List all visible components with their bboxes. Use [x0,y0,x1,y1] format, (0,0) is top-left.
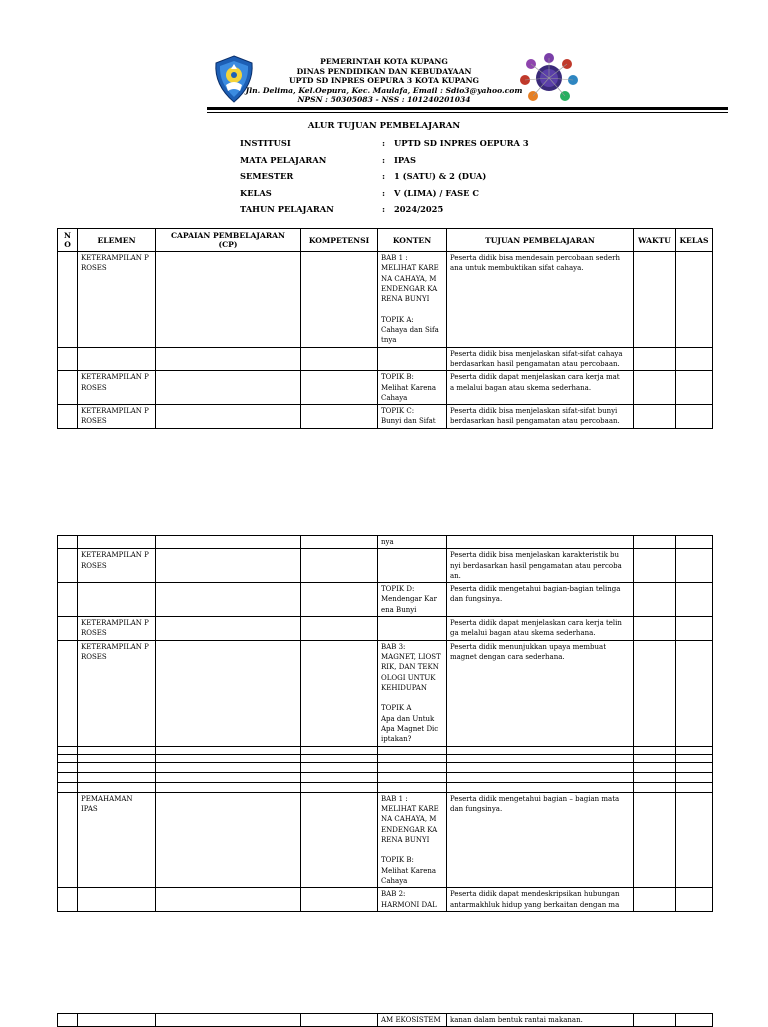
cell-no [58,754,78,762]
cell-waktu [634,746,676,754]
table-row [58,640,713,746]
table-row [58,252,713,348]
cell-kelas [676,640,713,746]
cell-cp [156,792,301,888]
cell-no [58,371,78,405]
cell-tujuan: Peserta didik menunjukkan upaya membuat magnet dengan cara sederhana. [447,640,634,746]
table-row [58,347,713,371]
table-row [58,1014,713,1027]
cell-tujuan [447,782,634,792]
letterhead [0,57,768,105]
cell-cp [156,252,301,348]
letterhead-npsn: NPSN : 50305083 - NSS : 101240201034 [297,95,471,105]
cell-elemen: PEMAHAMAN IPAS [78,792,156,888]
cell-tujuan [447,754,634,762]
cell-kompetensi [301,583,378,617]
cell-konten [378,549,447,583]
cell-kelas [676,888,713,912]
cell-kompetensi [301,782,378,792]
info-label: KELAS [240,188,272,198]
cell-kelas [676,617,713,641]
table-row [58,762,713,772]
cell-elemen [78,762,156,772]
cell-kelas [676,1014,713,1027]
letterhead-department: DINAS PENDIDIKAN DAN KEBUDAYAAN [296,66,472,76]
cell-waktu [634,792,676,888]
document-title: ALUR TUJUAN PEMBELAJARAN [307,121,461,131]
table-row [58,754,713,762]
header-cp: CAPAIAN PEMBELAJARAN (CP) [156,229,301,252]
table-row [58,371,713,405]
cell-tujuan [447,762,634,772]
cell-konten: BAB 2: HARMONI DAL [378,888,447,912]
cell-no [58,888,78,912]
cell-cp [156,549,301,583]
cell-tujuan: Peserta didik dapat menjelaskan cara kerja mat a melalui bagan atau skema sederhana. [447,371,634,405]
cell-cp [156,782,301,792]
info-label: INSTITUSI [240,138,291,148]
cell-kelas [676,252,713,348]
cell-waktu [634,640,676,746]
cell-cp [156,772,301,782]
info-value: V (LIMA) / FASE C [394,188,479,198]
cell-waktu [634,888,676,912]
cell-elemen: KETERAMPILAN P ROSES [78,549,156,583]
cell-kompetensi [301,347,378,371]
cell-tujuan: Peserta didik mengetahui bagian-bagian telinga dan fungsinya. [447,583,634,617]
cell-elemen [78,347,156,371]
cell-no [58,617,78,641]
letterhead-government: PEMERINTAH KOTA KUPANG [320,57,448,66]
cell-no [58,252,78,348]
cell-cp [156,762,301,772]
cell-cp [156,1014,301,1027]
cell-kompetensi [301,617,378,641]
cell-elemen [78,536,156,549]
cell-konten: BAB 1 : MELIHAT KARE NA CAHAYA, M ENDENGAR KA RENA BUNYI TOPIK B: Melihat Karena Cahaya [378,792,447,888]
cell-kompetensi [301,405,378,429]
cell-konten: BAB 1 : MELIHAT KARE NA CAHAYA, M ENDENGAR KA RENA BUNYI TOPIK A: Cahaya dan Sifa tnya [378,252,447,348]
cell-no [58,583,78,617]
info-value: 1 (SATU) & 2 (DUA) [394,171,487,181]
header-elemen: ELEMEN [78,229,156,252]
cell-konten: nya [378,536,447,549]
cell-tujuan: Peserta didik bisa menjelaskan karakteristik bu nyi berdasarkan hasil pengamatan atau percoba an. [447,549,634,583]
table-row [58,549,713,583]
cell-waktu [634,772,676,782]
cell-kelas [676,762,713,772]
cell-kompetensi [301,640,378,746]
cell-konten [378,347,447,371]
atp-table-page1 [57,228,713,429]
cell-waktu [634,549,676,583]
cell-elemen [78,583,156,617]
table-row [58,536,713,549]
cell-konten [378,617,447,641]
letterhead-address: Jln. Delima, Kel.Oepura, Kec. Maulafa, Email : Sdio3@yahoo.com [245,85,523,95]
header-tujuan: TUJUAN PEMBELAJARAN [447,229,634,252]
cell-konten: AM EKOSISTEM [378,1014,447,1027]
info-value: 2024/2025 [394,204,444,214]
cell-elemen: KETERAMPILAN P ROSES [78,617,156,641]
cell-kompetensi [301,746,378,754]
table-row [58,792,713,888]
info-colon: : [382,155,386,165]
cell-konten [378,762,447,772]
cell-konten: TOPIK B: Melihat Karena Cahaya [378,371,447,405]
cell-cp [156,617,301,641]
cell-waktu [634,782,676,792]
letterhead-school: UPTD SD INPRES OEPURA 3 KOTA KUPANG [288,76,480,86]
cell-konten: TOPIK C: Bunyi dan Sifat [378,405,447,429]
cell-elemen [78,888,156,912]
cell-tujuan: Peserta didik dapat menjelaskan cara kerja telin ga melalui bagan atau skema sederhana. [447,617,634,641]
header-kompetensi: KOMPETENSI [301,229,378,252]
cell-tujuan: Peserta didik bisa menjelaskan sifat-sifat cahaya berdasarkan hasil pengamatan atau percobaan. [447,347,634,371]
cell-kelas [676,536,713,549]
header-kelas: KELAS [676,229,713,252]
cell-waktu [634,405,676,429]
cell-waktu [634,1014,676,1027]
cell-kompetensi [301,754,378,762]
cell-elemen [78,754,156,762]
cell-cp [156,371,301,405]
table-row [58,888,713,912]
cell-cp [156,640,301,746]
table-row [58,583,713,617]
cell-kelas [676,583,713,617]
cell-waktu [634,347,676,371]
cell-tujuan: Peserta didik bisa menjelaskan sifat-sifat bunyi berdasarkan hasil pengamatan atau percobaan. [447,405,634,429]
cell-cp [156,754,301,762]
header-waktu: WAKTU [634,229,676,252]
cell-kelas [676,792,713,888]
cell-kompetensi [301,371,378,405]
cell-no [58,746,78,754]
cell-kelas [676,754,713,762]
atp-table-page3 [57,1013,713,1027]
cell-waktu [634,371,676,405]
cell-waktu [634,617,676,641]
cell-cp [156,347,301,371]
cell-elemen: KETERAMPILAN P ROSES [78,371,156,405]
cell-kompetensi [301,888,378,912]
atp-table-page2 [57,535,713,912]
cell-tujuan: kanan dalam bentuk rantai makanan. [447,1014,634,1027]
cell-konten: TOPIK D: Mendengar Kar ena Bunyi [378,583,447,617]
cell-konten: BAB 3: MAGNET, LIOST RIK, DAN TEKN OLOGI UNTUK KEHIDUPAN TOPIK A Apa dan Untuk Apa Magnet Dic iptakan? [378,640,447,746]
info-label: TAHUN PELAJARAN [240,204,334,214]
cell-cp [156,583,301,617]
cell-tujuan: Peserta didik bisa mendesain percobaan sederh ana untuk membuktikan sifat cahaya. [447,252,634,348]
cell-no [58,536,78,549]
cell-waktu [634,754,676,762]
cell-no [58,1014,78,1027]
cell-waktu [634,252,676,348]
table-row [58,405,713,429]
cell-no [58,347,78,371]
letterhead-rule-thick [207,107,728,110]
table-row [58,772,713,782]
cell-no [58,405,78,429]
cell-elemen [78,782,156,792]
cell-elemen: KETERAMPILAN P ROSES [78,640,156,746]
cell-kompetensi [301,549,378,583]
info-colon: : [382,171,386,181]
cell-tujuan: Peserta didik mengetahui bagian – bagian mata dan fungsinya. [447,792,634,888]
cell-kompetensi [301,252,378,348]
cell-tujuan [447,536,634,549]
info-label: MATA PELAJARAN [240,155,327,165]
cell-waktu [634,762,676,772]
header-konten: KONTEN [378,229,447,252]
table-header-row [58,229,713,252]
cell-kompetensi [301,772,378,782]
cell-tujuan: Peserta didik dapat mendeskripsikan hubungan antarmakhluk hidup yang berkaitan dengan ma [447,888,634,912]
table-row [58,746,713,754]
cell-kelas [676,746,713,754]
letterhead-rule-thin [207,112,728,113]
cell-no [58,640,78,746]
cell-cp [156,405,301,429]
cell-kompetensi [301,536,378,549]
cell-no [58,549,78,583]
info-value: UPTD SD INPRES OEPURA 3 [394,138,529,148]
cell-kelas [676,405,713,429]
cell-kompetensi [301,792,378,888]
cell-konten [378,782,447,792]
info-value: IPAS [394,155,416,165]
cell-no [58,762,78,772]
table-row [58,782,713,792]
cell-elemen [78,746,156,754]
info-colon: : [382,138,386,148]
info-colon: : [382,188,386,198]
cell-konten [378,746,447,754]
cell-cp [156,888,301,912]
header-no: N O [58,229,78,252]
cell-no [58,782,78,792]
cell-waktu [634,583,676,617]
cell-waktu [634,536,676,549]
cell-kelas [676,772,713,782]
cell-kompetensi [301,762,378,772]
cell-konten [378,754,447,762]
info-label: SEMESTER [240,171,294,181]
cell-no [58,772,78,782]
cell-kelas [676,549,713,583]
info-colon: : [382,204,386,214]
cell-elemen [78,1014,156,1027]
cell-cp [156,746,301,754]
cell-cp [156,536,301,549]
cell-konten [378,772,447,782]
cell-tujuan [447,772,634,782]
cell-elemen: KETERAMPILAN P ROSES [78,405,156,429]
cell-tujuan [447,746,634,754]
cell-kelas [676,371,713,405]
cell-kelas [676,347,713,371]
cell-kompetensi [301,1014,378,1027]
cell-kelas [676,782,713,792]
cell-elemen: KETERAMPILAN P ROSES [78,252,156,348]
cell-elemen [78,772,156,782]
table-row [58,617,713,641]
cell-no [58,792,78,888]
